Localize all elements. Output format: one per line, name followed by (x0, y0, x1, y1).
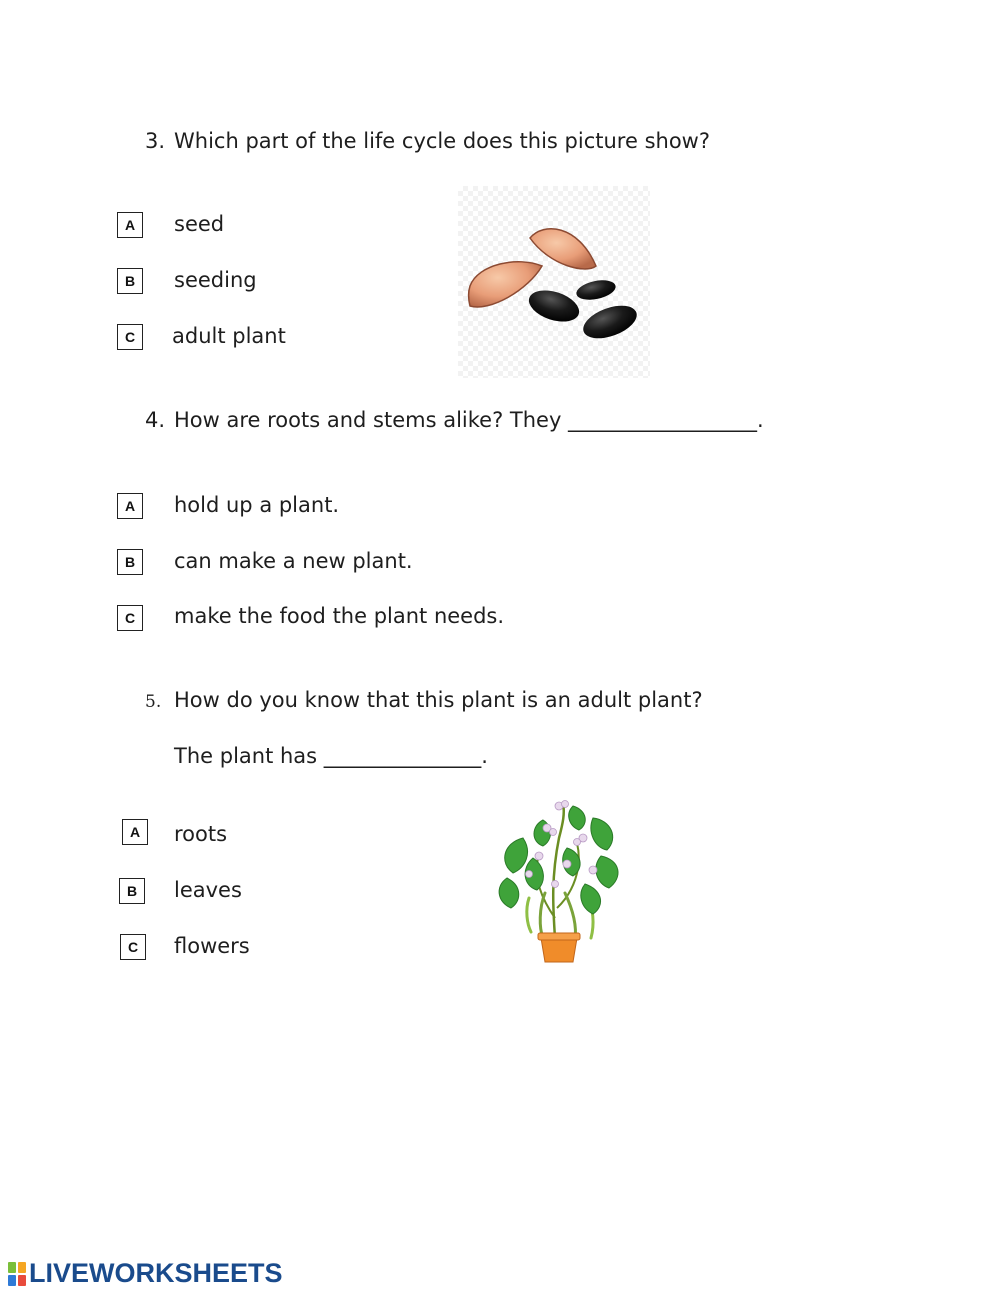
question-4-text: How are roots and stems alike? They __________________. (174, 408, 764, 432)
seeds-picture (458, 186, 650, 378)
question-4-number: 4. (145, 408, 166, 432)
option-box-q5-c[interactable]: C (120, 934, 146, 960)
question-5-text: How do you know that this plant is an adult plant? (174, 688, 703, 712)
logo-text: LIVEWORKSHEETS (29, 1258, 283, 1288)
option-box-q5-b[interactable]: B (119, 878, 145, 904)
seeds-illustration (458, 186, 650, 378)
option-box-q3-a[interactable]: A (117, 212, 143, 238)
question-3-text: Which part of the life cycle does this picture show? (174, 129, 710, 153)
option-label-q4-b: can make a new plant. (174, 549, 413, 573)
option-label-q4-a: hold up a plant. (174, 493, 340, 517)
question-5-number: 5. (145, 692, 162, 712)
option-label-q5-c: flowers (174, 934, 250, 958)
question-3-number: 3. (145, 129, 166, 153)
option-box-q3-b[interactable]: B (117, 268, 143, 294)
option-label-q5-b: leaves (174, 878, 242, 902)
option-label-q3-a: seed (174, 212, 225, 236)
potted-plant-picture (493, 798, 625, 966)
option-label-q3-c: adult plant (172, 324, 286, 348)
bean-plant-illustration (493, 798, 625, 966)
liveworksheets-logo (8, 1258, 283, 1289)
question-5-subtext: The plant has _______________. (174, 744, 488, 768)
option-box-q4-a[interactable]: A (117, 493, 143, 519)
option-box-q5-a[interactable]: A (122, 819, 148, 845)
logo-mark-icon (8, 1262, 26, 1286)
option-label-q3-b: seeding (174, 268, 257, 292)
option-box-q4-c[interactable]: C (117, 605, 143, 631)
option-label-q5-a: roots (174, 822, 228, 846)
option-label-q4-c: make the food the plant needs. (174, 604, 505, 628)
option-box-q3-c[interactable]: C (117, 324, 143, 350)
option-box-q4-b[interactable]: B (117, 549, 143, 575)
